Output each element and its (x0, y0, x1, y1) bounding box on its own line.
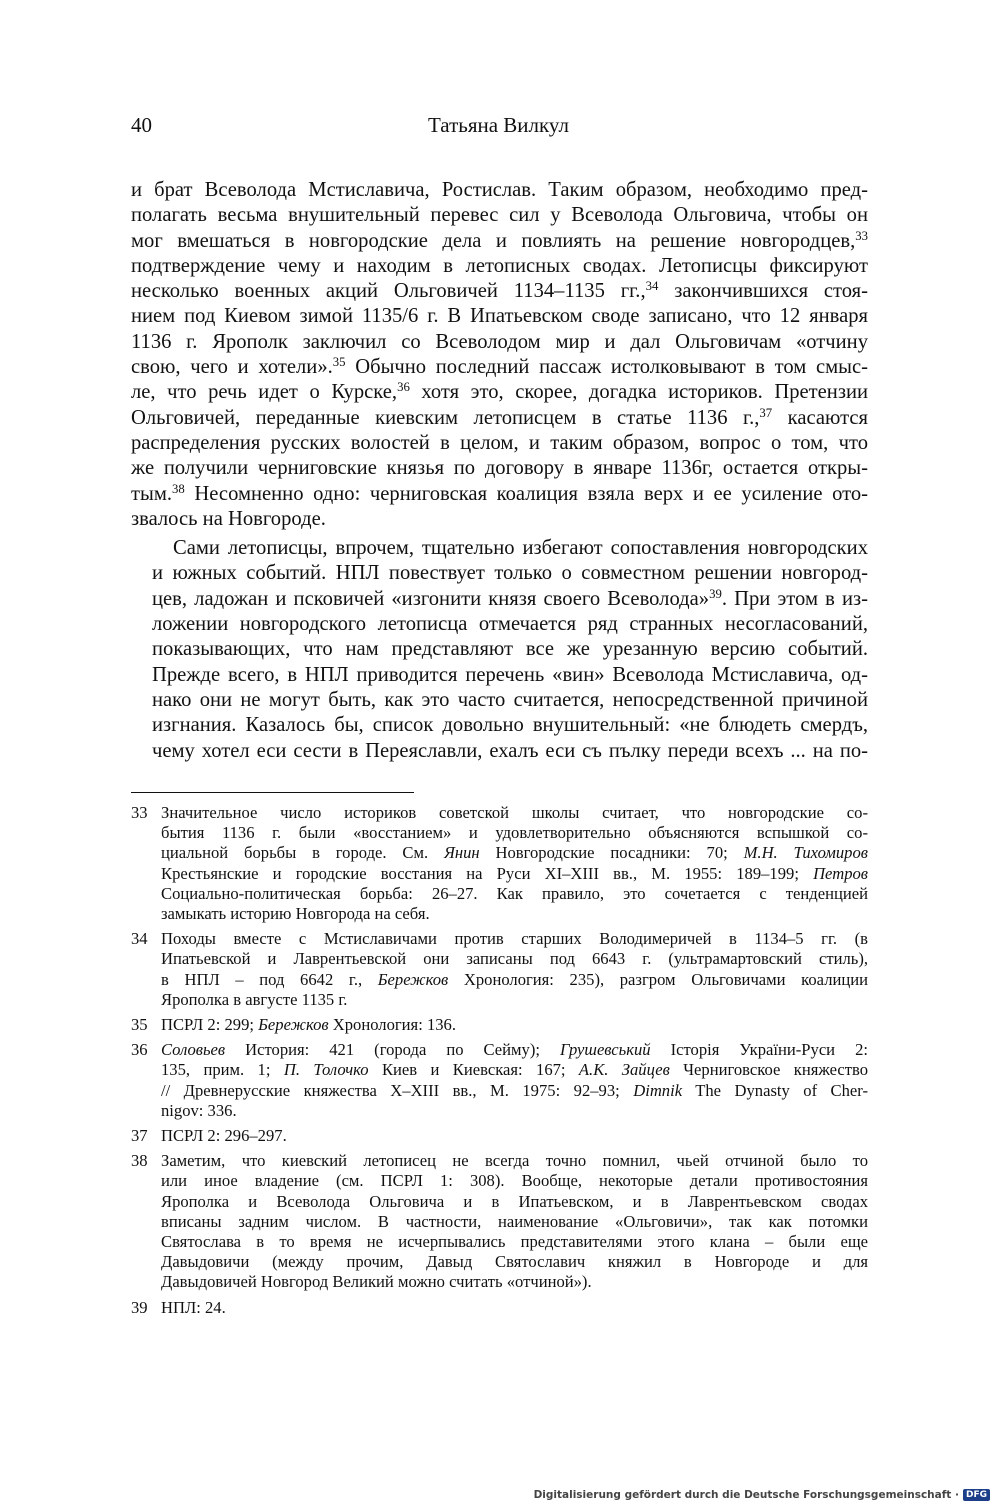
footnote-text (161, 1040, 868, 1121)
running-head: Татьяна Вилкул (428, 113, 569, 137)
footnote (131, 803, 868, 924)
footnote-line: вписаны задним числом. В частности, наименование «Ольговичи», так как потомки (161, 1211, 868, 1231)
text-line: и южных событий. НПЛ повествует только о совместном решении новгород- (152, 562, 868, 585)
footnote-line: Заметим, что киевский летописец не всегда точно помнил, чьей отчиной было то (161, 1151, 868, 1171)
footnote-line: в НПЛ – под 6642 г., Бережков Хронология: 235), разгром Ольговичами коалиции (161, 969, 868, 989)
footnote-ref[interactable]: 33 (855, 228, 868, 243)
footnote-number: 34 (131, 929, 148, 949)
text-line: Ольговичей, переданные киевским летописцем в статье 1136 г.,$^{37}$ касаются (131, 405, 868, 429)
dfg-logo-icon: DFG (963, 1489, 990, 1501)
footnote-line: циальной борьбы в городе. См. Янин Новгородские посадники: 70; М.Н. Тихомиров (161, 843, 868, 863)
footnote-line: замыкать историю Новгорода на себя. (161, 904, 430, 924)
footnote-ref[interactable]: 36 (397, 380, 410, 395)
text-line: полагать весьма внушительный перевес сил у Всеволода Ольговича, чтобы он (131, 204, 868, 227)
paragraph (131, 178, 868, 532)
text-line: тым.$^{38}$ Несомненно одно: черниговская коалиция взяла верх и ее усиление ото- (131, 481, 868, 505)
footnote-separator (131, 792, 414, 793)
footnote-line: Соловьев История: 421 (города по Сейму); Грушевський Історія України-Руси 2: (161, 1040, 868, 1060)
page-number: 40 (131, 113, 152, 137)
footnote-ref[interactable]: 38 (172, 481, 185, 496)
footnote-text (161, 803, 868, 924)
footnote (131, 1015, 868, 1035)
text-line: ле, что речь идет о Курске,$^{36}$ хотя это, скорее, догадка историков. Претензии (131, 380, 868, 404)
footnote-line: nigov: 336. (161, 1100, 237, 1120)
footnote-ref[interactable]: 37 (759, 405, 773, 420)
footnote-number: 39 (131, 1297, 148, 1317)
footnote-line: Давыдовичи (между прочим, Давыд Святославич княжил в Новгороде и для (161, 1252, 868, 1272)
footnote (131, 1298, 868, 1318)
text-line: Прежде всего, в НПЛ приводится перечень «вин» Всеволода Мстиславича, од- (152, 663, 868, 686)
text-line: 1136 г. Ярополк заключил со Всеволодом мир и дал Ольговичам «отчину (131, 330, 868, 353)
footnote-line: или иное владение (см. ПСРЛ 1: 308). Вообще, некоторые детали противостояния (161, 1171, 868, 1191)
footnote (131, 1126, 868, 1146)
text-line: и брат Всеволода Мстиславича, Ростислав. Таким образом, необходимо пред- (131, 179, 868, 201)
footnote-line: Ярополка в августе 1135 г. (161, 989, 348, 1009)
footnote-text (161, 1151, 868, 1292)
text-line: нием под Киевом зимой 1135/6 г. В Ипатьевском своде записано, что 12 января (131, 305, 868, 328)
footnote (131, 1151, 868, 1292)
footnote-line: Ярополка и Всеволода Ольговича и в Ипатьевском, и в Лаврентьевском сводах (161, 1191, 868, 1211)
footnote-line: Крестьянские и городские восстания на Руси XI–XIII вв., М. 1955: 189–199; Петров (161, 863, 868, 883)
text-line: ложении новгородского летописца отмечается ряд странных несогласований, (152, 613, 868, 636)
text-line: подтверждение чему и находим в летописных сводах. Летописцы фиксируют (131, 254, 868, 277)
text-line: несколько военных акций Ольговичей 1134–1135 гг.,$^{34}$ закончившихся стоя- (131, 279, 868, 303)
text-line: же получили черниговские князья по договору в январе 1136г, остается откры- (131, 457, 868, 480)
footnotes (131, 803, 868, 1323)
footnote (131, 929, 868, 1010)
footnote-text: ПСРЛ 2: 296–297. (161, 1126, 287, 1146)
text-line: чему хотел еси сести в Переяславли, ехалъ еси съ пълку переди всехъ ... на по- (152, 739, 868, 762)
footnote-ref[interactable]: 34 (645, 279, 659, 294)
text-line: Сами летописцы, впрочем, тщательно избегают сопоставления новгородских (173, 537, 868, 560)
footnote-ref[interactable]: 39 (709, 586, 722, 601)
footnote-line: Давыдовичей Новгород Великий можно считать «отчиной»). (161, 1272, 592, 1292)
footnote-line: 135, прим. 1; П. Толочко Киев и Киевская: 167; А.К. Зайцев Черниговское княжество (161, 1060, 868, 1080)
footnote-line: Социально-политическая борьба: 26–27. Как правило, это сочетается с тенденцией (161, 883, 868, 903)
footnote-line: Значительное число историков советской школы считает, что новгородские со- (161, 803, 868, 822)
footnote-line: Ипатьевской и Лаврентьевской они записаны под 6643 г. (ультрамартовский стиль), (161, 949, 868, 969)
text-line: изгнания. Казалось бы, список довольно внушительный: «не блюдеть смердъ, (152, 714, 868, 737)
footnote-line: Святослава в то время не исчерпывались представителями этого клана – были еще (161, 1232, 868, 1252)
digitization-credit (534, 1489, 990, 1501)
credit-text: Digitalisierung gefördert durch die Deutsche Forschungsgemeinschaft · (533, 1489, 959, 1501)
body-text (131, 178, 868, 764)
footnote-number: 37 (131, 1126, 148, 1146)
footnote-ref[interactable]: 35 (332, 355, 346, 370)
footnote-number: 36 (131, 1040, 148, 1060)
footnote-line: бытия 1136 г. были «восстанием» и удовлетворительно объясняются вспышкой со- (161, 823, 868, 843)
footnote (131, 1040, 868, 1121)
paragraph (131, 536, 868, 764)
footnote-text (161, 929, 868, 1010)
footnote-number: 33 (131, 803, 148, 822)
text-line: распределения русских волостей в целом, и таким образом, вопрос о том, что (131, 431, 868, 454)
text-line: нако они не могут быть, как это часто считается, непосредственной причиной (152, 688, 868, 711)
footnote-line: Походы вместе с Мстиславичами против старших Володимеричей в 1134–5 гг. (в (161, 929, 868, 949)
text-line: показывающих, что нам представляют все же урезанную версию событий. (152, 638, 868, 661)
footnote-number: 35 (131, 1015, 148, 1035)
text-line: мог вмешаться в новгородские дела и повлиять на решение новгородцев,$^{33}$ (131, 228, 868, 252)
text-line: цев, ладожан и псковичей «изгонити князя своего Всеволода»$^{39}$. При этом в из- (152, 586, 868, 610)
footnote-text: ПСРЛ 2: 299; Бережков Хронология: 136. (161, 1015, 456, 1035)
footnote-text: НПЛ: 24. (161, 1297, 226, 1317)
text-line: свою, чего и хотели».$^{35}$ Обычно последний пассаж истолковывают в том смыс- (131, 355, 869, 379)
text-line: звалось на Новгороде. (131, 507, 326, 530)
footnote-number: 38 (131, 1151, 148, 1171)
footnote-line: // Древнерусские княжества X–XIII вв., М. 1975: 92–93; Dimnik The Dynasty of Cher- (161, 1080, 869, 1100)
